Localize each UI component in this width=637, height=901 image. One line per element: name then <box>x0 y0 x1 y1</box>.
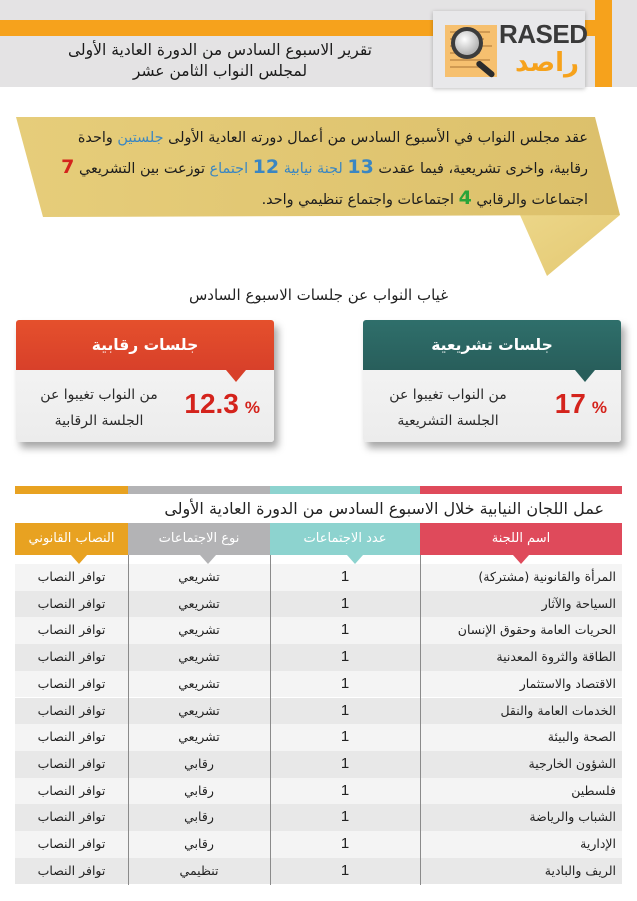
col-divider <box>420 555 421 885</box>
summary-meetings-count: 12 <box>252 156 280 178</box>
header-accent-vertical <box>595 0 612 87</box>
table-row <box>15 804 622 831</box>
table-row <box>15 591 622 618</box>
col-pointer <box>71 555 87 564</box>
quorum-status: توافر النصاب <box>37 702 106 718</box>
col-header-count: عدد الاجتماعات <box>270 523 420 555</box>
magnifier-icon <box>451 27 483 59</box>
meeting-count: 1 <box>340 594 350 612</box>
meeting-type: تشريعي <box>178 649 220 665</box>
quorum-status: توافر النصاب <box>37 649 106 665</box>
col-header-name: اسم اللجنة <box>420 523 622 555</box>
committee-name: الشباب والرياضة <box>529 809 616 825</box>
strip-quorum <box>15 486 128 494</box>
quorum-status: توافر النصاب <box>37 782 106 798</box>
meeting-count: 1 <box>340 781 350 799</box>
quorum-status: توافر النصاب <box>37 862 106 878</box>
meeting-count: 1 <box>340 568 350 585</box>
percent-unit: % <box>591 398 607 417</box>
summary-highlight-sessions: جلستين <box>117 130 164 146</box>
page-title-line2: لمجلس النواب الثامن عشر <box>132 62 308 80</box>
card-legislative-desc <box>373 382 523 434</box>
page-title-line1: تقرير الاسبوع السادس من الدورة العادية الأولى <box>68 41 372 59</box>
card-pointer <box>226 370 246 382</box>
card-pointer <box>575 370 595 382</box>
logo-text-ar: راصد <box>514 48 579 78</box>
card-desc-line1: من النواب تغيبوا عن <box>40 387 158 403</box>
meeting-count: 1 <box>340 754 350 772</box>
quorum-status: توافر النصاب <box>37 755 106 771</box>
summary-part: عقد مجلس النواب في الأسبوع السادس من أعمال دورته العادية الأولى <box>168 130 588 146</box>
table-row <box>15 858 622 885</box>
meeting-type: تشريعي <box>178 702 220 718</box>
col-pointer <box>200 555 216 564</box>
table-title <box>15 494 622 523</box>
committee-name: الريف والبادية <box>544 862 616 878</box>
percent-unit: % <box>244 398 260 417</box>
summary-committees-count: 13 <box>347 156 374 178</box>
summary-highlight-committee: لجنة نيابية <box>283 161 343 177</box>
committee-name: الشؤون الخارجية <box>528 755 616 771</box>
card-oversight-desc <box>24 382 174 434</box>
committee-name: السياحة والآثار <box>541 595 616 611</box>
committee-name: الطاقة والثروة المعدنية <box>496 649 616 665</box>
summary-text <box>48 124 588 215</box>
meeting-type: تشريعي <box>178 569 220 584</box>
logo-text-en: RASED <box>499 19 588 49</box>
table-row <box>15 671 622 698</box>
quorum-status: توافر النصاب <box>37 836 106 851</box>
committee-name: الصحة والبيئة <box>547 729 616 745</box>
summary-part: واحدة رقابية، واخرى تشريعية، فيما عقدت <box>77 130 588 177</box>
meeting-type: رقابي <box>184 782 214 798</box>
strip-name <box>420 486 622 494</box>
meeting-type: تشريعي <box>178 675 220 691</box>
absence-title: غياب النواب عن جلسات الاسبوع السادس <box>188 286 449 304</box>
summary-highlight-meeting: اجتماع <box>209 161 249 177</box>
meeting-count: 1 <box>340 728 350 746</box>
col-header-quorum: النصاب القانوني <box>15 523 128 555</box>
table-row <box>15 751 622 778</box>
card-desc-line2: الجلسة التشريعية <box>397 413 499 429</box>
quorum-status: توافر النصاب <box>37 729 106 745</box>
table-row <box>15 778 622 805</box>
card-oversight <box>16 320 274 442</box>
summary-part: توزعت بين التشريعي <box>78 161 205 177</box>
card-legislative <box>363 320 621 442</box>
strip-type <box>128 486 270 494</box>
card-oversight-heading: جلسات رقابية <box>16 320 274 370</box>
col-divider <box>128 555 129 885</box>
rased-logo <box>433 11 588 88</box>
committee-name: الاقتصاد والاستثمار <box>519 675 616 691</box>
card-legislative-heading: جلسات تشريعية <box>363 320 621 370</box>
card-oversight-percent <box>184 388 260 420</box>
col-pointer <box>513 555 529 564</box>
committee-name: الحريات العامة وحقوق الإنسان <box>457 622 616 638</box>
meeting-count: 1 <box>340 808 350 826</box>
meeting-count: 1 <box>340 701 350 719</box>
meeting-count: 1 <box>340 621 350 639</box>
meeting-count: 1 <box>340 674 350 692</box>
table-title-text: عمل اللجان النيابية خلال الاسبوع السادس من الدورة العادية الأولى <box>164 499 604 518</box>
committee-name: الخدمات العامة والنقل <box>500 702 616 718</box>
table-row <box>15 698 622 725</box>
percent-value: 17 <box>554 388 586 419</box>
ribbon-fold <box>520 215 620 276</box>
table-row <box>15 617 622 644</box>
col-divider <box>270 555 271 885</box>
strip-count <box>270 486 420 494</box>
summary-oversight-count: 4 <box>458 187 472 209</box>
meeting-type: رقابي <box>184 836 214 851</box>
col-pointer <box>347 555 363 564</box>
quorum-status: توافر النصاب <box>37 595 106 611</box>
committee-name: المرأة والقانونية (مشتركة) <box>478 569 616 584</box>
col-header-type: نوع الاجتماعات <box>128 523 270 555</box>
meeting-type: تشريعي <box>178 729 220 745</box>
meeting-type: تنظيمي <box>179 862 219 878</box>
summary-part: اجتماعات والرقابي <box>476 192 588 208</box>
percent-value: 12.3 <box>184 388 239 419</box>
meeting-count: 1 <box>340 835 350 852</box>
table-row <box>15 564 622 591</box>
meeting-count: 1 <box>340 648 350 666</box>
table-row <box>15 644 622 671</box>
quorum-status: توافر النصاب <box>37 569 106 584</box>
page-title <box>20 40 420 82</box>
quorum-status: توافر النصاب <box>37 622 106 638</box>
table-row <box>15 724 622 751</box>
meeting-type: رقابي <box>184 755 214 771</box>
quorum-status: توافر النصاب <box>37 675 106 691</box>
meeting-type: رقابي <box>184 809 214 825</box>
quorum-status: توافر النصاب <box>37 809 106 825</box>
committee-name: الإدارية <box>580 836 616 851</box>
card-legislative-percent <box>555 388 607 420</box>
meeting-type: تشريعي <box>178 622 220 638</box>
table-row <box>15 831 622 858</box>
summary-part: اجتماعات واجتماع تنظيمي واحد. <box>261 192 455 208</box>
summary-legislative-count: 7 <box>61 156 75 178</box>
card-desc-line2: الجلسة الرقابية <box>54 413 144 429</box>
committee-name: فلسطين <box>571 782 616 798</box>
meeting-type: تشريعي <box>178 595 220 611</box>
meeting-count: 1 <box>340 861 350 879</box>
card-desc-line1: من النواب تغيبوا عن <box>389 387 507 403</box>
